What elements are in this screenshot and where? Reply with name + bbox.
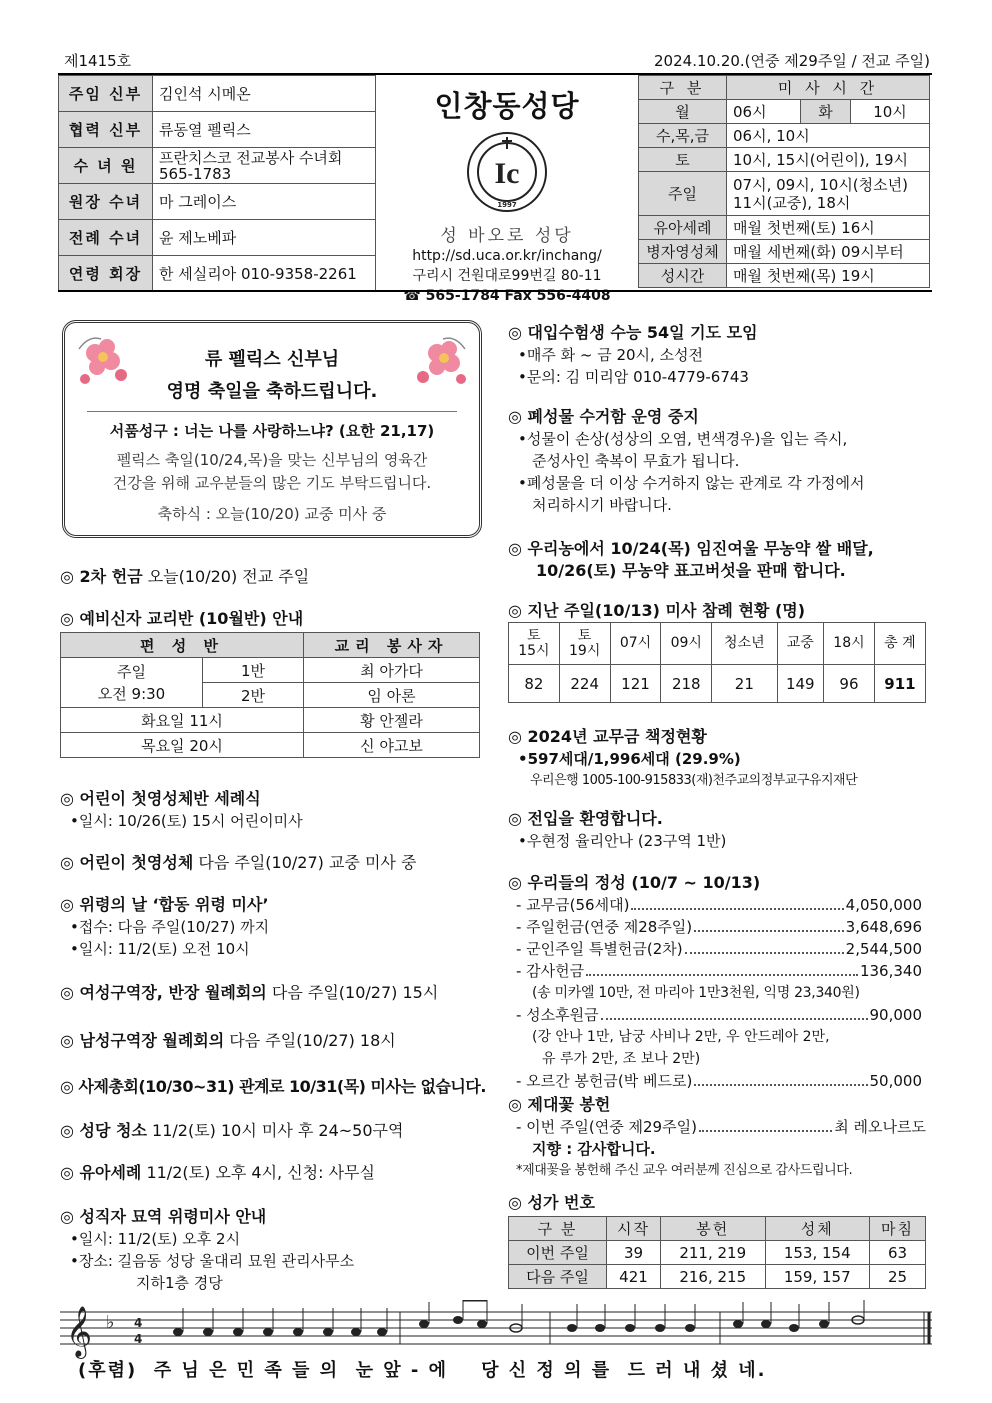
celebration-message-line: 펠릭스 축일(10/24,목)을 맞는 신부님의 영육간	[116, 451, 428, 469]
attendance-head-day: 토	[527, 627, 541, 644]
church-logo-icon	[466, 131, 548, 213]
staff-name-multi	[153, 148, 376, 184]
refrain-lyrics: (후렴) 주 님 은 민 족 들 의 눈 앞 - 에 당 신 정 의 를 드 러 내 셨 네.	[78, 1360, 767, 1381]
hymn-head: 마침	[870, 1217, 926, 1241]
time-signature: 4	[134, 1316, 143, 1330]
offering-amount: 4,050,000	[845, 896, 922, 914]
catechumen-table	[60, 632, 480, 758]
attendance-value: 121	[610, 665, 661, 703]
notice-title: ◎ 성직자 묘역 위령미사 안내	[60, 1207, 267, 1226]
notice-title: ◎ 어린이 첫영성체반 세례식	[60, 789, 261, 808]
catechumen-teacher: 임 아론	[304, 683, 480, 708]
attendance-value: 96	[824, 665, 875, 703]
mass-day: 월	[639, 100, 727, 124]
staff-name: 류동열 펠릭스	[153, 112, 376, 148]
catechumen-sunday-time: 오전 9:30	[97, 684, 166, 703]
celebration-divider	[87, 411, 457, 412]
hymn-number: 63	[870, 1241, 926, 1265]
mass-time: 07시, 09시, 10시(청소년)	[733, 175, 908, 194]
logo-year: 1997	[497, 201, 517, 209]
offering-row	[508, 1070, 922, 1092]
notice-title: ◎ 예비신자 교리반 (10월반) 안내	[60, 609, 304, 628]
notice-line: •접수: 다음 주일(10/27) 까지	[70, 918, 270, 936]
notice-text: 다음 주일(10/27) 18시	[224, 1031, 396, 1050]
notice-line: •597세대/1,996세대 (29.9%)	[518, 750, 741, 768]
mass-day: 성시간	[639, 264, 727, 288]
attendance-value: 224	[559, 665, 610, 703]
celebration-time: 축하식 : 오늘(10/20) 교중 미사 중	[157, 505, 387, 523]
offering-row	[508, 894, 922, 916]
church-cleaning-notice	[60, 1120, 403, 1142]
mass-time: 매월 첫번째(토) 16시	[727, 216, 930, 240]
attendance-value: 82	[509, 665, 560, 703]
notice-line: •문의: 김 미리암 010-4779-6743	[518, 368, 749, 386]
notice-title: ◎ 여성구역장, 반장 월례회의	[60, 983, 267, 1002]
church-url[interactable]: http://sd.uca.or.kr/inchang/	[412, 248, 602, 264]
flowers-intention: 지향 : 감사합니다.	[532, 1140, 656, 1158]
catechumen-head-teacher: 교리 봉사자	[304, 633, 480, 658]
parish-name: 성 바오로 성당	[440, 226, 574, 246]
hymn-number: 159, 157	[765, 1265, 870, 1289]
staff-role: 연령 회장	[59, 256, 153, 292]
hymn-number: 216, 215	[661, 1265, 766, 1289]
notice-line: •일시: 11/2(토) 오후 2시	[70, 1230, 241, 1248]
catechumen-teacher: 황 안젤라	[304, 708, 480, 733]
notice-title: ◎ 대입수험생 수능 54일 기도 모임	[508, 323, 758, 342]
hymn-week: 이번 주일	[509, 1241, 607, 1265]
notice-title: ◎ 2차 헌금	[60, 567, 143, 586]
notice-title: ◎ 전입을 환영합니다.	[508, 809, 663, 828]
exam-prayer-notice	[508, 322, 758, 388]
notice-title: ◎ 남성구역장 월례회의	[60, 1031, 225, 1050]
hymn-head: 성체	[765, 1217, 870, 1241]
mass-times-table	[638, 75, 930, 288]
offerings-ledger	[508, 894, 922, 1092]
flowers-donor: 최 레오나르도	[834, 1118, 926, 1136]
offering-note: (송 미카엘 10만, 전 마리아 1만3천원, 익명 23,340원)	[532, 985, 860, 1001]
flower-icon	[73, 331, 133, 391]
first-communion-notice	[60, 852, 416, 874]
hymn-number: 25	[870, 1265, 926, 1289]
staff-role: 전례 수녀	[59, 220, 153, 256]
attendance-total: 911	[874, 665, 925, 703]
church-address: 구리시 건원대로99번길 80-11	[412, 268, 602, 284]
clergy-cemetery-mass-notice	[60, 1206, 354, 1294]
staff-role: 주임 신부	[59, 76, 153, 112]
celebration-title: 류 펠릭스 신부님	[204, 349, 340, 370]
offering-amount: 50,000	[869, 1072, 922, 1090]
flowers-row	[508, 1116, 926, 1138]
offering-amount: 136,340	[859, 962, 922, 980]
attendance-notice	[508, 600, 805, 622]
second-collection-notice	[60, 566, 309, 588]
infant-baptism-notice	[60, 1162, 375, 1184]
hymns-notice	[508, 1192, 595, 1214]
notice-text: 다음 주일(10/27) 교중 미사 중	[193, 853, 417, 872]
catechumen-sunday	[61, 658, 203, 708]
attendance-head: 18시	[824, 623, 875, 665]
church-phone: ☎ 565-1784 Fax 556-4408	[403, 288, 611, 304]
flowers-thanks: *제대꽃을 봉헌해 주신 교우 여러분께 진심으로 감사드립니다.	[516, 1163, 853, 1178]
attendance-head: 09시	[661, 623, 712, 665]
celebration-message	[65, 449, 479, 495]
staff-phone: 565-1783	[159, 164, 232, 183]
mass-time: 매월 첫번째(목) 19시	[727, 264, 930, 288]
notice-title: ◎ 우리농에서 10/24(목) 임진여울 무농약 쌀 배달,	[508, 539, 874, 558]
offering-note: (강 안나 1만, 남궁 사비나 2만, 우 안드레아 2만,	[532, 1029, 830, 1045]
notice-title: ◎ 지난 주일(10/13) 미사 참례 현황 (명)	[508, 601, 806, 620]
notice-text: 11/2(토) 10시 미사 후 24~50구역	[146, 1121, 404, 1140]
catechumen-notice	[60, 608, 303, 630]
hymns-table	[508, 1216, 926, 1289]
hymn-number: 211, 219	[661, 1241, 766, 1265]
notice-title: ◎ 사제총회(10/30~31) 관계로 10/31(목) 미사는 없습니다.	[60, 1077, 486, 1096]
attendance-head	[509, 623, 560, 665]
offering-note: 유 루가 2만, 조 보나 2만)	[542, 1051, 701, 1067]
notice-text: 오늘(10/20) 전교 주일	[142, 567, 310, 586]
offerings-notice	[508, 872, 922, 1092]
ordination-verse: 서품성구 : 너는 나를 사랑하느냐? (요한 21,17)	[109, 422, 435, 440]
staff-role: 협력 신부	[59, 112, 153, 148]
feast-celebration-box	[62, 320, 482, 538]
attendance-head-time: 19시	[569, 642, 601, 659]
hymn-week: 다음 주일	[509, 1265, 607, 1289]
mass-time: 10시, 15시(어린이), 19시	[727, 148, 930, 172]
offering-amount: 90,000	[869, 1006, 922, 1024]
offering-label: - 성소후원금	[516, 1006, 599, 1024]
mass-head-time: 미 사 시 간	[727, 76, 930, 100]
child-baptism-notice	[60, 788, 303, 832]
offering-label: - 오르간 봉헌금(박 베드로)	[516, 1072, 693, 1090]
men-meeting-notice	[60, 1030, 396, 1052]
mass-day: 병자영성체	[639, 240, 727, 264]
hymn-head: 봉헌	[661, 1217, 766, 1241]
notice-line: •성물이 손상(성상의 오염, 변색경우)을 입는 즉시,	[518, 430, 848, 448]
church-info	[380, 78, 634, 306]
notice-title: ◎ 우리들의 정성 (10/7 ~ 10/13)	[508, 873, 761, 892]
catechumen-sunday-label: 주일	[117, 662, 146, 681]
hymn-number: 421	[607, 1265, 661, 1289]
notice-line: •매주 화 ~ 금 20시, 소성전	[518, 346, 704, 364]
memorial-mass-notice	[60, 894, 269, 960]
celebration-message-line: 건강을 위해 교우분들의 많은 기도 부탁드립니다.	[112, 474, 432, 492]
attendance-head: 교중	[777, 623, 824, 665]
treble-clef-icon: 𝄞	[66, 1306, 93, 1357]
offering-row	[508, 1004, 922, 1026]
hymn-head: 시작	[607, 1217, 661, 1241]
attendance-head	[559, 623, 610, 665]
mass-head-category: 구 분	[639, 76, 727, 100]
welcome-notice	[508, 808, 726, 852]
offering-label: - 주일헌금(연중 제28주일)	[516, 918, 693, 936]
catechumen-class: 1반	[203, 658, 304, 683]
mass-time: 매월 세번째(화) 09시부터	[727, 240, 930, 264]
attendance-value: 149	[777, 665, 824, 703]
staff-name: 프란치스코 전교봉사 수녀회	[159, 148, 343, 167]
offering-label: - 교무금(56세대)	[516, 896, 630, 914]
attendance-head: 총 계	[874, 623, 925, 665]
mass-day: 화	[801, 100, 851, 124]
catechumen-head-class: 편 성 반	[61, 633, 304, 658]
notice-line: 준성사인 축복이 무효가 됩니다.	[532, 452, 740, 470]
offering-row	[508, 938, 922, 960]
staff-role: 원장 수녀	[59, 184, 153, 220]
celebration-subtitle: 영명 축일을 축하드립니다.	[166, 381, 378, 402]
offering-label: - 군인주일 특별헌금(2차)	[516, 940, 683, 958]
attendance-head: 07시	[610, 623, 661, 665]
staff-table	[58, 75, 376, 292]
notice-title: ◎ 성가 번호	[508, 1193, 595, 1212]
attendance-head: 청소년	[712, 623, 777, 665]
hymn-head: 구 분	[509, 1217, 607, 1241]
notice-line: 지하1층 경당	[136, 1274, 223, 1292]
notice-line: 처리하시기 바랍니다.	[532, 496, 672, 514]
staff-role: 수 녀 원	[59, 148, 153, 184]
logo-letters: Ic	[494, 157, 520, 190]
hymn-number: 153, 154	[765, 1241, 870, 1265]
mass-time: 06시	[727, 100, 801, 124]
catechumen-teacher: 최 아가다	[304, 658, 480, 683]
mass-time-sunday	[727, 172, 930, 216]
offering-label: - 감사헌금	[516, 962, 585, 980]
attendance-head-time: 15시	[518, 642, 550, 659]
staff-name: 한 세실리아 010-9358-2261	[153, 256, 376, 292]
staff-name: 윤 제노베파	[153, 220, 376, 256]
notice-title: ◎ 성당 청소	[60, 1121, 147, 1140]
altar-flowers-notice	[508, 1094, 926, 1182]
mass-time: 06시, 10시	[727, 124, 930, 148]
music-notes	[173, 1300, 864, 1336]
catechumen-class: 2반	[203, 683, 304, 708]
notice-title: ◎ 어린이 첫영성체	[60, 853, 194, 872]
attendance-value: 218	[661, 665, 712, 703]
staff-name: 김인석 시메온	[153, 76, 376, 112]
notice-text: 다음 주일(10/27) 15시	[266, 983, 439, 1002]
notice-title: ◎ 폐성물 수거함 운영 중지	[508, 407, 699, 426]
notice-title: 10/26(토) 무농약 표고버섯을 판매 합니다.	[536, 561, 846, 580]
dues-notice	[508, 726, 857, 792]
mass-time: 10시	[851, 100, 930, 124]
offering-amount: 2,544,500	[845, 940, 922, 958]
issue-number: 제1415호	[64, 52, 132, 70]
catechumen-teacher: 신 야고보	[304, 733, 480, 758]
flower-icon	[411, 331, 471, 391]
notice-title: ◎ 제대꽃 봉헌	[508, 1095, 611, 1114]
notice-title: ◎ 유아세례	[60, 1163, 142, 1182]
notice-text: 11/2(토) 오후 4시, 신청: 사무실	[141, 1163, 375, 1182]
bank-account: 우리은행 1005-100-915833(재)천주교의정부교구유지재단	[530, 773, 858, 788]
priests-assembly-notice	[60, 1076, 486, 1098]
offering-row	[508, 960, 922, 982]
notice-line: •폐성물을 더 이상 수거하지 않는 관계로 각 가정에서	[518, 474, 865, 492]
mass-day: 유아세례	[639, 216, 727, 240]
issue-date: 2024.10.20.(연중 제29주일 / 전교 주일)	[654, 52, 930, 70]
mass-day: 토	[639, 148, 727, 172]
church-name: 인창동성당	[434, 89, 580, 123]
catechumen-class: 목요일 20시	[61, 733, 304, 758]
catechumen-class: 화요일 11시	[61, 708, 304, 733]
notice-line: •장소: 길음동 성당 울대리 묘원 관리사무소	[70, 1252, 355, 1270]
mass-day: 수,목,금	[639, 124, 727, 148]
offering-row	[508, 916, 922, 938]
notice-line: •일시: 10/26(토) 15시 어린이미사	[70, 812, 303, 830]
header-bottom-divider	[58, 290, 932, 292]
staff-name: 마 그레이스	[153, 184, 376, 220]
attendance-head-day: 토	[577, 627, 592, 644]
notice-title: ◎ 2024년 교무금 책정현황	[508, 727, 707, 746]
notice-line: •우현정 율리안나 (23구역 1반)	[518, 832, 727, 850]
flowers-ledger	[508, 1116, 926, 1138]
time-signature: 4	[134, 1332, 143, 1346]
women-meeting-notice	[60, 982, 438, 1004]
notice-line: •일시: 11/2(토) 오전 10시	[70, 940, 250, 958]
mass-time: 11시(교중), 18시	[733, 193, 851, 212]
waste-box-notice	[508, 406, 865, 516]
mass-day: 주일	[639, 172, 727, 216]
flat-sign-icon: ♭	[106, 1312, 115, 1333]
attendance-value: 21	[712, 665, 777, 703]
notice-title: ◎ 위령의 날 ‘합동 위령 미사’	[60, 895, 269, 914]
flowers-label: - 이번 주일(연중 제29주일)	[516, 1118, 697, 1136]
refrain-music-staff	[60, 1300, 932, 1360]
hymn-number: 39	[607, 1241, 661, 1265]
attendance-table	[508, 622, 926, 703]
offering-amount: 3,648,696	[845, 918, 922, 936]
rice-delivery-notice	[508, 538, 874, 582]
